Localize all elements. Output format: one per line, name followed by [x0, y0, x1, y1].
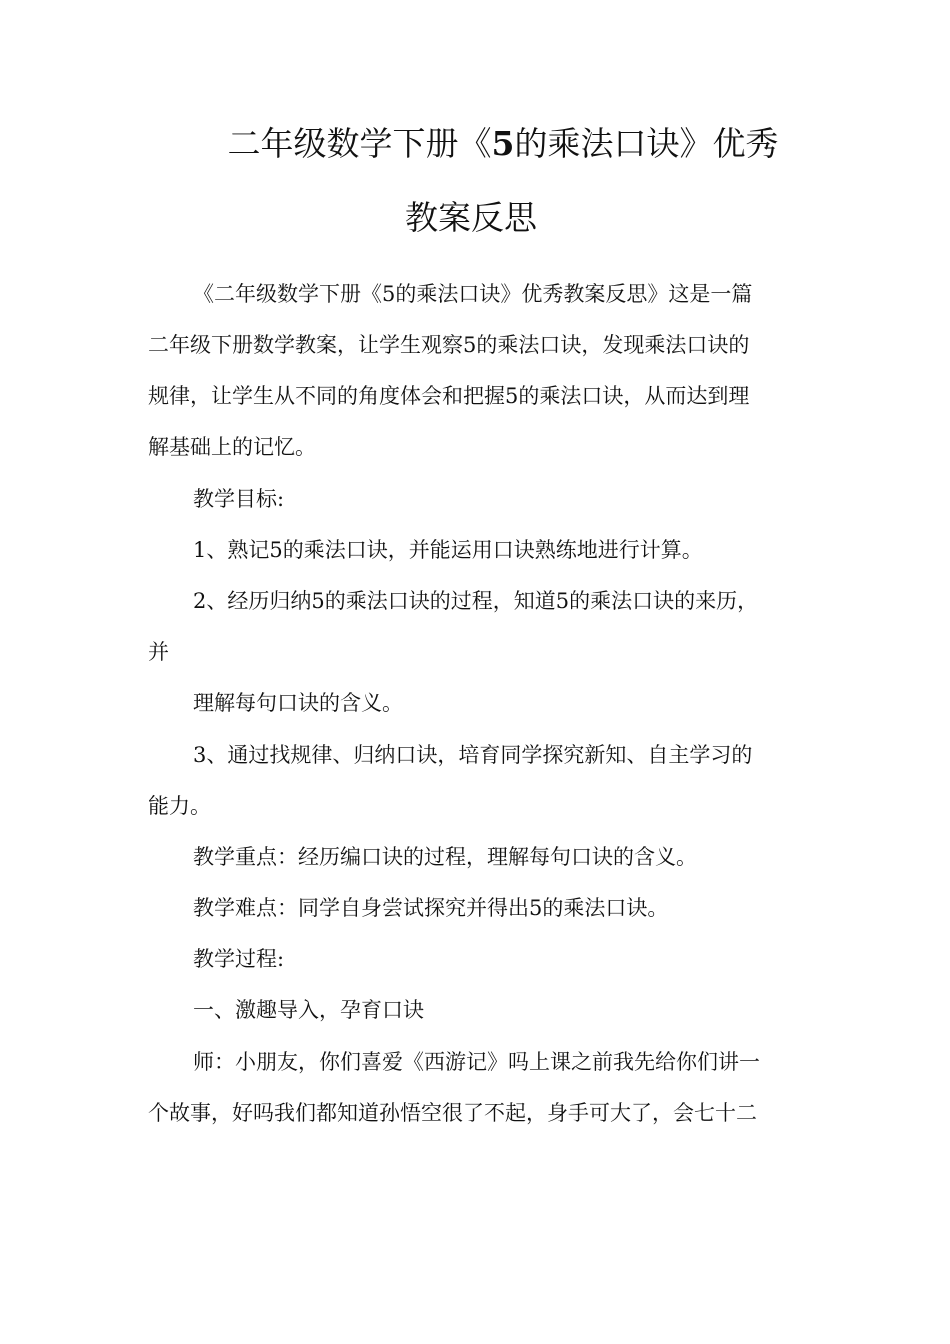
text-line: 能力。 [148, 794, 211, 818]
section-heading: 一、激趣导入，孕育口诀 [193, 998, 424, 1022]
text-line: 教学难点：同学自身尝试探究并得出5的乘法口诀。 [193, 896, 669, 920]
section-heading: 教学过程: [193, 947, 285, 971]
text-line: 理解每句口诀的含义。 [193, 691, 403, 715]
text-line: 解基础上的记忆。 [148, 435, 316, 459]
section-heading: 教学目标: [193, 487, 285, 511]
text-line: 二年级下册数学教案，让学生观察5的乘法口诀，发现乘法口诀的 [148, 333, 750, 357]
text-line: 师：小朋友，你们喜爱《西游记》吗上课之前我先给你们讲一 [193, 1050, 760, 1074]
text-line: 1、熟记5的乘法口诀，并能运用口诀熟练地进行计算。 [193, 538, 703, 562]
text-line: 《二年级数学下册《5的乘法口诀》优秀教案反思》这是一篇 [193, 282, 753, 306]
text-line: 规律，让学生从不同的角度体会和把握5的乘法口诀，从而达到理 [148, 384, 750, 408]
document-title-line-2: 教案反思 [405, 198, 537, 237]
text-line: 并 [148, 640, 169, 664]
document-title-line-1: 二年级数学下册《5的乘法口诀》优秀 [227, 124, 779, 163]
text-line: 教学重点：经历编口诀的过程，理解每句口诀的含义。 [193, 845, 697, 869]
text-line: 个故事，好吗我们都知道孙悟空很了不起，身手可大了，会七十二 [148, 1101, 757, 1125]
text-line: 2、经历归纳5的乘法口诀的过程，知道5的乘法口诀的来历， [193, 589, 759, 613]
text-line: 3、通过找规律、归纳口诀，培育同学探究新知、自主学习的 [193, 743, 753, 767]
